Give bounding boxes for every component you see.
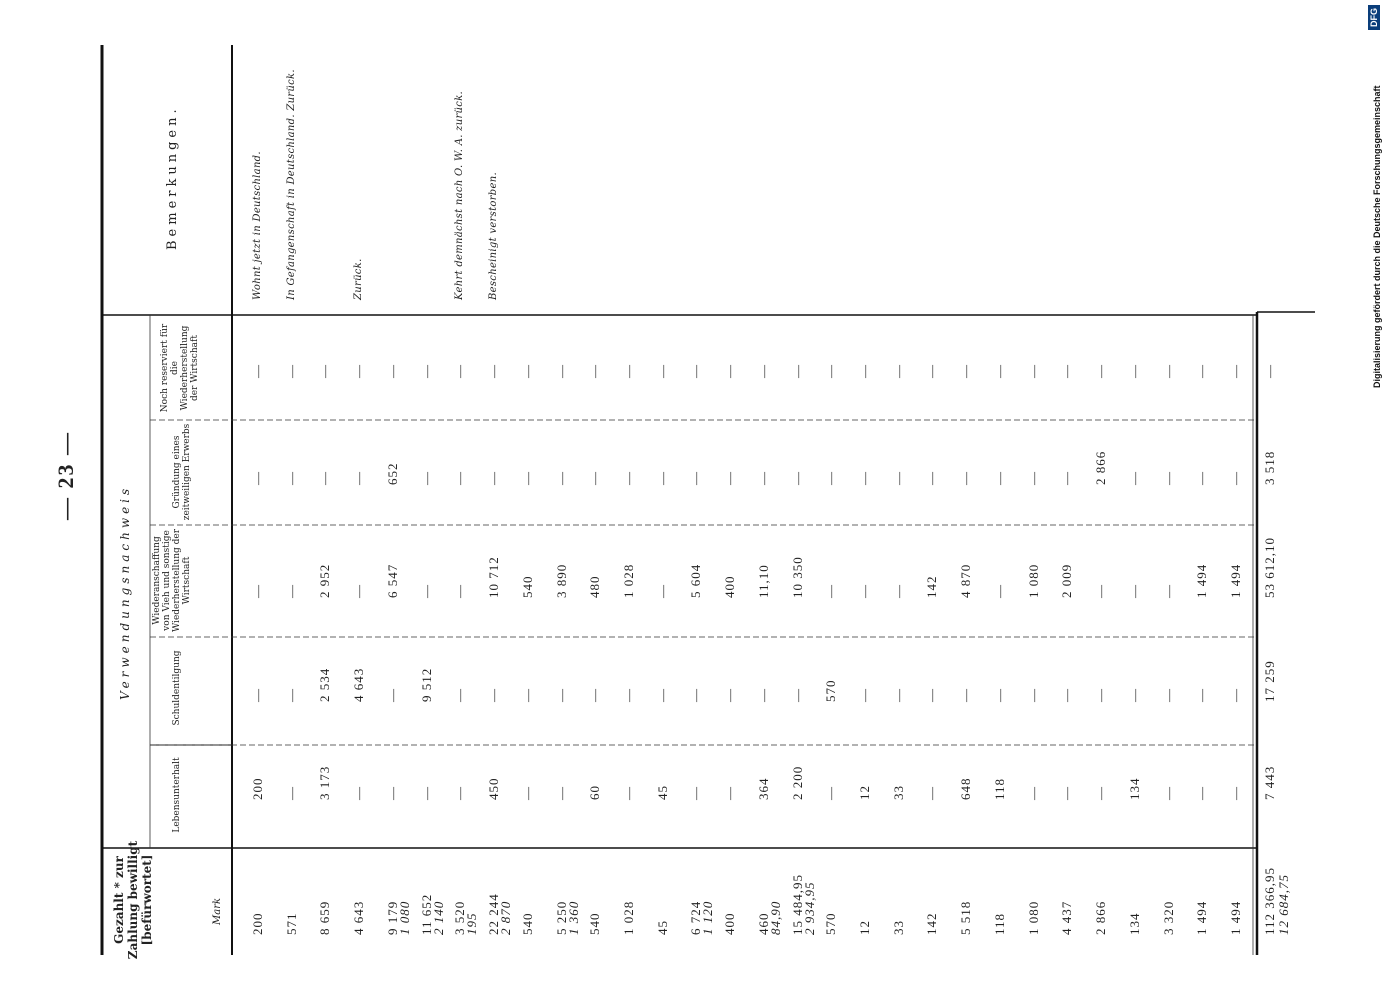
cell-gruendung: — — [351, 471, 366, 485]
cell-total: 460 — [756, 912, 771, 935]
cell-noch-reserviert: — — [857, 364, 872, 378]
cell-total-befuerwortet: 1 080 — [397, 900, 412, 935]
cell-wiederanschaffung: — — [452, 584, 467, 598]
cell-wiederanschaffung: 142 — [924, 575, 939, 598]
dfg-badge: DFG — [1368, 5, 1380, 30]
page-number: — 23 — — [53, 431, 78, 520]
sum-total-befuerwortet: 12 684,75 — [1276, 874, 1291, 935]
cell-schuldentilgung: — — [688, 688, 703, 702]
cell-total: 5 250 — [554, 900, 569, 935]
cell-noch-reserviert: — — [756, 364, 771, 378]
cell-noch-reserviert: — — [520, 364, 535, 378]
cell-gruendung: — — [992, 471, 1007, 485]
cell-lebensunterhalt: 33 — [891, 785, 906, 800]
sum-gruendung: 3 518 — [1262, 450, 1277, 485]
cell-schuldentilgung: — — [722, 688, 737, 702]
sum-lebensunterhalt: 7 443 — [1262, 765, 1277, 800]
cell-lebensunterhalt: 450 — [486, 777, 501, 800]
cell-total: 118 — [992, 912, 1007, 935]
cell-wiederanschaffung: — — [351, 584, 366, 598]
cell-noch-reserviert: — — [1194, 364, 1209, 378]
cell-lebensunterhalt: — — [351, 786, 366, 800]
cell-gruendung: — — [924, 471, 939, 485]
cell-lebensunterhalt: 134 — [1127, 777, 1142, 800]
cell-wiederanschaffung: — — [1127, 584, 1142, 598]
cell-gruendung: — — [419, 471, 434, 485]
header-lebensunterhalt: Lebensunterhalt — [172, 757, 182, 833]
cell-schuldentilgung: — — [857, 688, 872, 702]
cell-total: 2 866 — [1093, 900, 1108, 935]
cell-total: 134 — [1127, 912, 1142, 935]
cell-wiederanschaffung: 2 952 — [317, 563, 332, 598]
cell-gruendung: — — [1194, 471, 1209, 485]
cell-wiederanschaffung: — — [823, 584, 838, 598]
cell-gruendung: — — [857, 471, 872, 485]
cell-total: 9 179 — [385, 900, 400, 935]
cell-gruendung: — — [486, 471, 501, 485]
cell-wiederanschaffung: 5 604 — [688, 563, 703, 598]
sum-noch-reserviert: — — [1262, 364, 1277, 378]
cell-total: 1 080 — [1026, 900, 1041, 935]
cell-gruendung: — — [520, 471, 535, 485]
cell-lebensunterhalt: 12 — [857, 785, 872, 800]
cell-wiederanschaffung: 11,10 — [756, 564, 771, 598]
cell-wiederanschaffung: — — [857, 584, 872, 598]
cell-lebensunterhalt: — — [452, 786, 467, 800]
cell-lebensunterhalt: 2 200 — [790, 765, 805, 800]
header-schuldentilgung: Schuldentilgung — [172, 650, 182, 726]
cell-wiederanschaffung: 540 — [520, 575, 535, 598]
cell-gruendung: 652 — [385, 462, 400, 485]
cell-gruendung: — — [1127, 471, 1142, 485]
sum-wiederanschaffung: 53 612,10 — [1262, 537, 1277, 598]
cell-noch-reserviert: — — [250, 364, 265, 378]
header-wiederanschaffung: Wiederanschaffung von Vieh und sonstige Wiederherstellung der Wirtschaft — [152, 528, 192, 633]
cell-wiederanschaffung: 1 028 — [621, 563, 636, 598]
cell-schuldentilgung: 2 534 — [317, 667, 332, 702]
cell-total-befuerwortet: 2 934,95 — [802, 881, 817, 935]
cell-schuldentilgung: 570 — [823, 679, 838, 702]
cell-lebensunterhalt: 3 173 — [317, 765, 332, 800]
cell-schuldentilgung: — — [958, 688, 973, 702]
cell-lebensunterhalt: — — [924, 786, 939, 800]
cell-schuldentilgung: — — [554, 688, 569, 702]
cell-wiederanschaffung: 2 009 — [1059, 563, 1074, 598]
cell-gruendung: — — [790, 471, 805, 485]
cell-gruendung: — — [250, 471, 265, 485]
dfg-watermark: Digitalisierung gefördert durch die Deutsche Forschungsgemeinschaft — [1372, 85, 1382, 388]
cell-gruendung: — — [891, 471, 906, 485]
cell-wiederanschaffung: — — [419, 584, 434, 598]
cell-total: 8 659 — [317, 900, 332, 935]
cell-noch-reserviert: — — [587, 364, 602, 378]
cell-noch-reserviert: — — [1026, 364, 1041, 378]
cell-noch-reserviert: — — [284, 364, 299, 378]
cell-total: 6 724 — [688, 900, 703, 935]
cell-total: 12 — [857, 920, 872, 935]
cell-lebensunterhalt: — — [1026, 786, 1041, 800]
cell-gruendung: — — [317, 471, 332, 485]
cell-schuldentilgung: — — [284, 688, 299, 702]
cell-noch-reserviert: — — [823, 364, 838, 378]
sum-schuldentilgung: 17 259 — [1262, 660, 1277, 702]
header-gruendung: Gründung eines zeitweiligen Erwerbs — [172, 423, 192, 521]
sum-total: 112 366,95 — [1262, 866, 1277, 935]
cell-noch-reserviert: — — [1228, 364, 1243, 378]
cell-noch-reserviert: — — [1093, 364, 1108, 378]
header-total-unit: Mark — [212, 897, 223, 925]
cell-noch-reserviert: — — [1161, 364, 1176, 378]
header-noch-reserviert: Noch reserviert für die Wiederherstellung der Wirtschaft — [160, 323, 200, 413]
cell-total-befuerwortet: 1 120 — [700, 900, 715, 935]
cell-wiederanschaffung: — — [1161, 584, 1176, 598]
cell-total: 3 320 — [1161, 900, 1176, 935]
cell-total: 1 494 — [1228, 900, 1243, 935]
cell-noch-reserviert: — — [419, 364, 434, 378]
cell-total: 200 — [250, 912, 265, 935]
cell-total: 400 — [722, 912, 737, 935]
cell-total: 4 643 — [351, 900, 366, 935]
header-total: Gezahlt * zur Zahlung bewilligt [befürwortet] — [112, 840, 154, 960]
cell-noch-reserviert: — — [385, 364, 400, 378]
cell-wiederanschaffung: — — [891, 584, 906, 598]
cell-bemerkung: In Gefangenschaft in Deutschland. Zurück. — [286, 69, 297, 300]
cell-total: 1 494 — [1194, 900, 1209, 935]
cell-total: 4 437 — [1059, 900, 1074, 935]
cell-schuldentilgung: — — [756, 688, 771, 702]
cell-lebensunterhalt: 60 — [587, 785, 602, 800]
cell-gruendung: — — [284, 471, 299, 485]
cell-noch-reserviert: — — [452, 364, 467, 378]
cell-wiederanschaffung: 4 870 — [958, 563, 973, 598]
cell-gruendung: — — [958, 471, 973, 485]
cell-bemerkung: Zurück. — [353, 258, 364, 300]
cell-total: 3 520 — [452, 900, 467, 935]
cell-lebensunterhalt: 648 — [958, 777, 973, 800]
cell-lebensunterhalt: — — [1194, 786, 1209, 800]
cell-noch-reserviert: — — [891, 364, 906, 378]
cell-gruendung: — — [722, 471, 737, 485]
cell-wiederanschaffung: — — [250, 584, 265, 598]
cell-noch-reserviert: — — [655, 364, 670, 378]
cell-schuldentilgung: — — [250, 688, 265, 702]
cell-wiederanschaffung: 10 712 — [486, 556, 501, 598]
cell-schuldentilgung: — — [520, 688, 535, 702]
cell-wiederanschaffung: 3 890 — [554, 563, 569, 598]
cell-gruendung: — — [756, 471, 771, 485]
cell-total: 15 484,95 — [790, 874, 805, 935]
cell-bemerkung: Wohnt jetzt in Deutschland. — [252, 151, 263, 300]
cell-lebensunterhalt: — — [554, 786, 569, 800]
cell-wiederanschaffung: 1 494 — [1228, 563, 1243, 598]
cell-bemerkung: Kehrt demnächst nach O. W. A. zurück. — [454, 90, 465, 300]
cell-total-befuerwortet: 2 870 — [498, 900, 513, 935]
cell-wiederanschaffung: 400 — [722, 575, 737, 598]
cell-lebensunterhalt: 364 — [756, 777, 771, 800]
cell-total: 571 — [284, 912, 299, 935]
cell-gruendung: — — [1026, 471, 1041, 485]
cell-lebensunterhalt: — — [419, 786, 434, 800]
cell-gruendung: — — [587, 471, 602, 485]
cell-gruendung: 2 866 — [1093, 450, 1108, 485]
cell-lebensunterhalt: — — [722, 786, 737, 800]
cell-schuldentilgung: — — [1161, 688, 1176, 702]
cell-wiederanschaffung: — — [284, 584, 299, 598]
cell-total: 11 652 — [419, 893, 434, 935]
cell-schuldentilgung: — — [1228, 688, 1243, 702]
cell-noch-reserviert: — — [722, 364, 737, 378]
cell-lebensunterhalt: — — [1161, 786, 1176, 800]
cell-schuldentilgung: 4 643 — [351, 667, 366, 702]
cell-noch-reserviert: — — [486, 364, 501, 378]
cell-lebensunterhalt: — — [385, 786, 400, 800]
cell-lebensunterhalt: — — [688, 786, 703, 800]
cell-noch-reserviert: — — [688, 364, 703, 378]
cell-schuldentilgung: — — [1059, 688, 1074, 702]
cell-noch-reserviert: — — [790, 364, 805, 378]
cell-total: 5 518 — [958, 900, 973, 935]
cell-total-befuerwortet: 84,90 — [768, 900, 783, 935]
cell-noch-reserviert: — — [317, 364, 332, 378]
cell-total-befuerwortet: 2 140 — [431, 900, 446, 935]
cell-gruendung: — — [554, 471, 569, 485]
cell-schuldentilgung: — — [1127, 688, 1142, 702]
cell-total: 45 — [655, 920, 670, 935]
cell-noch-reserviert: — — [924, 364, 939, 378]
cell-schuldentilgung: 9 512 — [419, 667, 434, 702]
cell-schuldentilgung: — — [1194, 688, 1209, 702]
cell-noch-reserviert: — — [1059, 364, 1074, 378]
cell-noch-reserviert: — — [621, 364, 636, 378]
cell-schuldentilgung: — — [486, 688, 501, 702]
cell-total: 540 — [587, 912, 602, 935]
cell-total: 540 — [520, 912, 535, 935]
cell-wiederanschaffung: 1 494 — [1194, 563, 1209, 598]
cell-lebensunterhalt: — — [621, 786, 636, 800]
cell-schuldentilgung: — — [385, 688, 400, 702]
cell-total: 570 — [823, 912, 838, 935]
cell-total: 33 — [891, 920, 906, 935]
cell-schuldentilgung: — — [655, 688, 670, 702]
cell-schuldentilgung: — — [587, 688, 602, 702]
cell-schuldentilgung: — — [1093, 688, 1108, 702]
cell-lebensunterhalt: — — [1228, 786, 1243, 800]
cell-lebensunterhalt: — — [1093, 786, 1108, 800]
cell-schuldentilgung: — — [924, 688, 939, 702]
cell-schuldentilgung: — — [891, 688, 906, 702]
cell-wiederanschaffung: — — [992, 584, 1007, 598]
cell-total-befuerwortet: 1 360 — [566, 900, 581, 935]
cell-wiederanschaffung: — — [655, 584, 670, 598]
cell-schuldentilgung: — — [1026, 688, 1041, 702]
cell-gruendung: — — [1228, 471, 1243, 485]
header-bemerkungen: Bemerkungen. — [165, 105, 180, 250]
cell-schuldentilgung: — — [452, 688, 467, 702]
cell-wiederanschaffung: 10 350 — [790, 556, 805, 598]
cell-lebensunterhalt: — — [520, 786, 535, 800]
cell-gruendung: — — [688, 471, 703, 485]
cell-gruendung: — — [621, 471, 636, 485]
cell-wiederanschaffung: 1 080 — [1026, 563, 1041, 598]
cell-noch-reserviert: — — [958, 364, 973, 378]
cell-wiederanschaffung: — — [1093, 584, 1108, 598]
cell-schuldentilgung: — — [790, 688, 805, 702]
cell-total: 142 — [924, 912, 939, 935]
cell-total: 1 028 — [621, 900, 636, 935]
cell-lebensunterhalt: — — [284, 786, 299, 800]
cell-wiederanschaffung: 6 547 — [385, 563, 400, 598]
cell-gruendung: — — [1059, 471, 1074, 485]
cell-gruendung: — — [823, 471, 838, 485]
cell-noch-reserviert: — — [351, 364, 366, 378]
cell-noch-reserviert: — — [992, 364, 1007, 378]
header-verwendungsnachweis: Verwendungsnachweis — [118, 484, 132, 700]
cell-gruendung: — — [452, 471, 467, 485]
cell-lebensunterhalt: 45 — [655, 785, 670, 800]
cell-lebensunterhalt: — — [1059, 786, 1074, 800]
cell-noch-reserviert: — — [1127, 364, 1142, 378]
cell-schuldentilgung: — — [992, 688, 1007, 702]
cell-bemerkung: Bescheinigt verstorben. — [488, 172, 499, 300]
cell-schuldentilgung: — — [621, 688, 636, 702]
cell-total-befuerwortet: 195 — [464, 912, 479, 935]
cell-total: 22 244 — [486, 893, 501, 935]
cell-noch-reserviert: — — [554, 364, 569, 378]
cell-lebensunterhalt: — — [823, 786, 838, 800]
cell-gruendung: — — [1161, 471, 1176, 485]
cell-lebensunterhalt: 200 — [250, 777, 265, 800]
cell-gruendung: — — [655, 471, 670, 485]
cell-wiederanschaffung: 480 — [587, 575, 602, 598]
cell-lebensunterhalt: 118 — [992, 777, 1007, 800]
